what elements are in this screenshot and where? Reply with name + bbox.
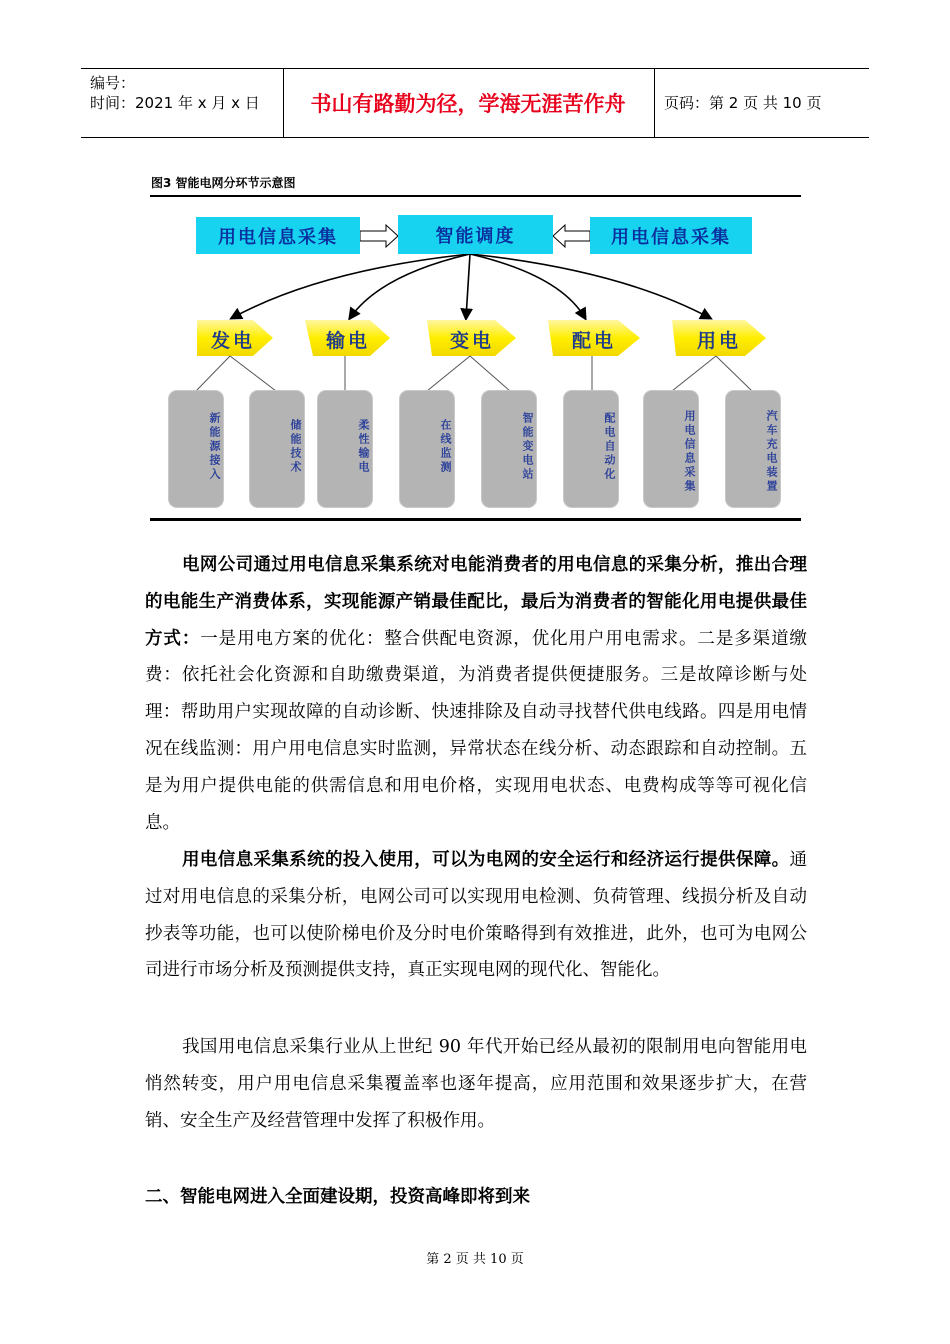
arrow-to-transmission (350, 254, 470, 318)
paragraph-2-rest: 通过对用电信息的采集分析，电网公司可以实现用电检测、负荷管理、线损分析及自动抄表等功能，也可以使阶梯电价及分时电价策略得到有效推进，此外，也可为电网公司进行市场分析及预测提供支持，真正实现电网的现代化、智能化。 (145, 850, 807, 981)
code-label: 编号： (90, 74, 136, 92)
arrow-to-substation (466, 254, 470, 318)
collection-box-left: 用电信息采集 (196, 217, 360, 254)
paragraph-2-bold: 用电信息采集系统的投入使用，可以为电网的安全运行和经济运行提供保障。 (182, 850, 790, 870)
right-hollow-arrow (553, 225, 590, 247)
paragraph-1-rest: 一是用电方案的优化：整合供配电资源，优化用户用电需求。二是多渠道缴费：依托社会化资源和自助缴费渠道，为消费者提供便捷服务。三是故障诊断与处理：帮助用户实现故障的自动诊断、快速排除及自动寻找替代供电线路。四是用电情况在线监测：用户用电信息实时监测，异常状态在线分析、动态跟踪和自动控制。五是为用户提供电能的供需信息和用电价格，实现用电状态、电费构成等等可视化信息。 (145, 628, 808, 833)
left-hollow-arrow (360, 225, 398, 247)
figure-caption: 图3 智能电网分环节示意图 (151, 176, 296, 190)
leaf-new-energy: 新能源接入 (208, 412, 221, 482)
paragraph-3: 我国用电信息采集行业从上世纪 90 年代开始已经从最初的限制用电向智能用电悄然转变，用户用电信息采集覆盖率也逐年提高，应用范围和效果逐步扩大，在营销、安全生产及经营管理中发挥了积极作用。 (145, 1037, 807, 1131)
segment-transmission: 输电 (325, 330, 370, 352)
segment-consumption: 用电 (696, 330, 741, 352)
collection-box-right: 用电信息采集 (590, 217, 752, 254)
leaf-online-monitoring: 在线监测 (439, 419, 452, 475)
page-footer: 第 2 页 共 10 页 (426, 1252, 524, 1267)
diagram-connectors (0, 0, 950, 530)
paragraph-2 (145, 842, 807, 989)
header-page-info: 页码：第 2 页 共 10 页 (664, 94, 822, 112)
leaf-flexible-transmission: 柔性输电 (357, 419, 370, 475)
arrow-to-distribution (470, 254, 585, 318)
leaf-smart-substation: 智能变电站 (521, 412, 534, 482)
paragraph-1 (145, 547, 807, 841)
segment-generation: 发电 (210, 330, 255, 352)
time-label: 时间：2021 年 x 月 x 日 (90, 94, 260, 112)
figure-bottom-rule (150, 518, 801, 521)
leaf-ev-charging: 汽车充电装置 (765, 410, 778, 494)
leaf-connectors (196, 356, 752, 391)
leaf-storage: 储能技术 (289, 419, 302, 475)
paragraph-1-bold: 电网公司通过用电信息采集系统对电能消费者的用电信息的采集分析，推出合理的电能生产消费体系，实现能源产销最佳配比，最后为消费者的智能化用电提供最佳方式： (145, 555, 807, 649)
section-heading: 二、智能电网进入全面建设期，投资高峰即将到来 (145, 1187, 530, 1207)
segment-substation: 变电 (449, 330, 494, 352)
leaf-consumption-collection: 用电信息采集 (683, 410, 696, 494)
segment-distribution: 配电 (571, 330, 616, 352)
dispatch-box: 智能调度 (398, 215, 553, 254)
leaf-distribution-automation: 配电自动化 (603, 412, 616, 482)
header-motto: 书山有路勤为径，学海无涯苦作舟 (310, 92, 626, 116)
